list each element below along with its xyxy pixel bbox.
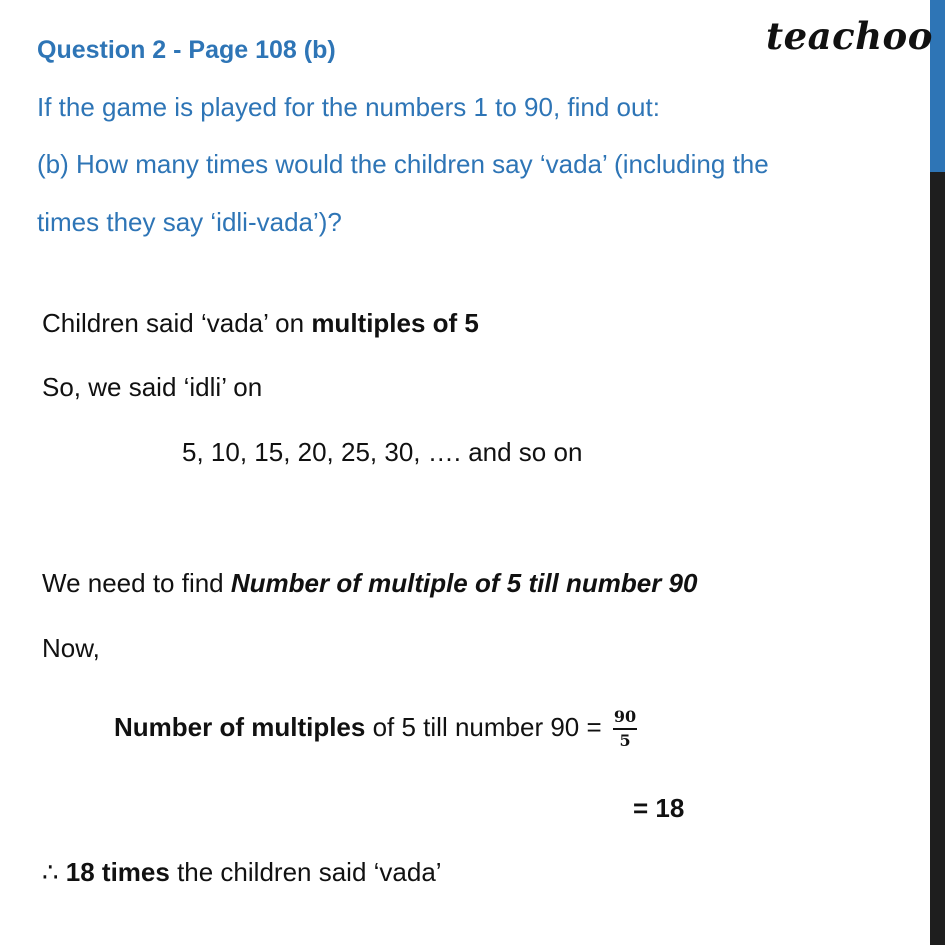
solution-multiples-list: 5, 10, 15, 20, 25, 30, …. and so on xyxy=(182,437,583,467)
fraction xyxy=(613,708,637,750)
solution-line-idli: So, we said ‘idli’ on xyxy=(42,372,263,402)
solution-line-multiples-bold: multiples of 5 xyxy=(311,308,479,338)
solution-conclusion-bold: 18 times xyxy=(65,857,170,887)
solution-line-need xyxy=(42,568,697,599)
solution-line-now: Now, xyxy=(42,633,100,663)
solution-conclusion-rest: the children said ‘vada’ xyxy=(169,857,442,887)
question-line-2: (b) How many times would the children say ‘vada’ (including the xyxy=(37,149,769,179)
therefore-symbol: ∴ xyxy=(42,857,66,887)
question-heading: Question 2 - Page 108 (b) xyxy=(37,36,336,64)
question-line-3: times they say ‘idli-vada’)? xyxy=(37,207,342,237)
fraction-denominator: 5 xyxy=(619,731,631,750)
question-line-1: If the game is played for the numbers 1 to 90, find out: xyxy=(37,92,660,122)
solution-equation-bold: Number of multiples xyxy=(114,711,366,742)
solution-conclusion xyxy=(42,857,442,888)
solution-equation-rest: of 5 till number 90 = xyxy=(365,711,609,742)
teachoo-logo: teachoo xyxy=(766,14,933,58)
solution-line-need-prefix: We need to find xyxy=(42,568,231,598)
solution-line-multiples xyxy=(42,308,479,339)
fraction-numerator: 90 xyxy=(613,708,637,730)
solution-equation xyxy=(114,708,637,750)
solution-result: = 18 xyxy=(633,793,685,823)
solution-line-multiples-prefix: Children said ‘vada’ on xyxy=(42,308,312,338)
solution-line-need-emphasis: Number of multiple of 5 till number 90 xyxy=(230,568,698,598)
